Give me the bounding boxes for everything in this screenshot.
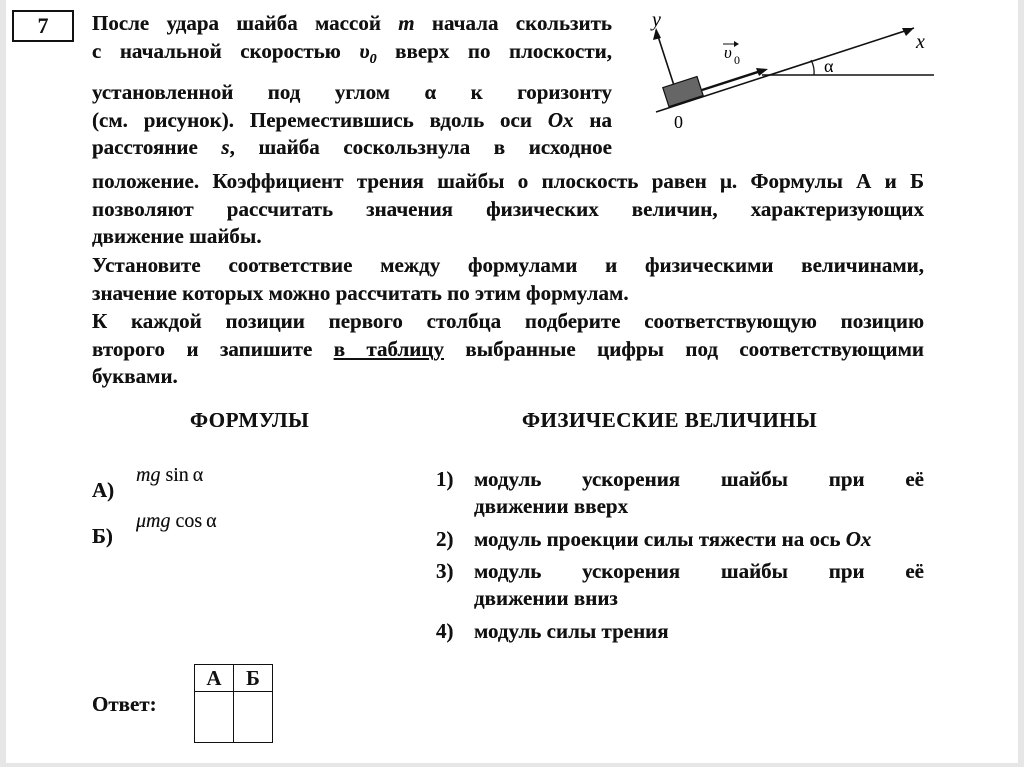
formulas-header: ФОРМУЛЫ (190, 408, 310, 432)
body-paragraph-2 (92, 252, 924, 307)
formula-a-letter: А) (92, 478, 115, 502)
body-line-2: позволяют рассчитать значения физических величин, характеризующих (92, 196, 924, 221)
body-line-5: значение которых можно рассчитать по этим формулам. (92, 280, 629, 305)
angle-arc (811, 60, 814, 75)
answer-cell-b[interactable] (234, 692, 273, 743)
velocity-label (723, 41, 740, 67)
body-line-3: движение шайбы. (92, 224, 262, 248)
body-line-6: К каждой позиции первого столбца подберите соответствующую позицию (92, 309, 924, 333)
quantities-header: ФИЗИЧЕСКИЕ ВЕЛИЧИНЫ (522, 408, 818, 432)
puck (663, 76, 703, 106)
formula-b-expr: μmg cos α (136, 510, 217, 532)
quantity-4: 4) модуль силы трения (436, 619, 669, 643)
answer-column-a: А (195, 665, 234, 692)
question-number: 7 (37, 13, 49, 38)
y-axis-label: y (652, 9, 661, 31)
right-frame-edge (1018, 0, 1024, 767)
intro-line-1: После удара шайба массой m начала скользить (92, 11, 613, 35)
intro-paragraph (92, 10, 612, 162)
quantity-3: 3) модуль ускорения шайбы при её движении вниз (436, 559, 924, 610)
body-paragraph-1 (92, 168, 924, 251)
answer-column-b: Б (234, 665, 273, 692)
body-paragraph-3 (92, 308, 924, 391)
table-reference: в таблицу (333, 336, 444, 361)
body-line-1: положение. Коэффициент трения шайбы о плоскость равен μ. Формулы А и Б (92, 169, 924, 193)
intro-line-5: расстояние s, шайба соскользнула в исходное (92, 135, 612, 160)
svg-text:0: 0 (734, 53, 740, 67)
angle-label: α (824, 56, 834, 76)
formula-b-letter: Б) (92, 524, 113, 548)
intro-line-3: установленной под углом α к горизонту (92, 80, 612, 105)
left-frame-edge (0, 0, 6, 767)
origin-label: 0 (674, 112, 683, 132)
x-axis-line (656, 28, 914, 112)
formula-a-expr: mg sin α (136, 464, 204, 486)
body-line-7: второго и запишите в таблицу выбранные цифры под соответствующими (92, 336, 924, 361)
quantity-2: 2) модуль проекции силы тяжести на ось Ox (436, 527, 872, 551)
intro-line-2: с начальной скоростью $\upsilon_0$ вверх по плоскости, (92, 38, 612, 67)
bottom-frame-edge (0, 763, 1024, 767)
x-axis-label: x (916, 31, 925, 53)
answer-label: Ответ: (92, 692, 157, 716)
quantity-1: 1) модуль ускорения шайбы при её движении вверх (436, 467, 924, 518)
answer-table (194, 664, 273, 743)
question-number-box (12, 10, 74, 42)
body-line-8: буквами. (92, 364, 178, 388)
incline-diagram (636, 8, 936, 138)
answer-cell-a[interactable] (195, 692, 234, 743)
intro-line-4: (см. рисунок). Переместившись вдоль оси Ox на (92, 107, 612, 132)
svg-text:υ: υ (724, 43, 732, 62)
body-line-4: Установите соответствие между формулами и физическими величинами, (92, 253, 924, 277)
